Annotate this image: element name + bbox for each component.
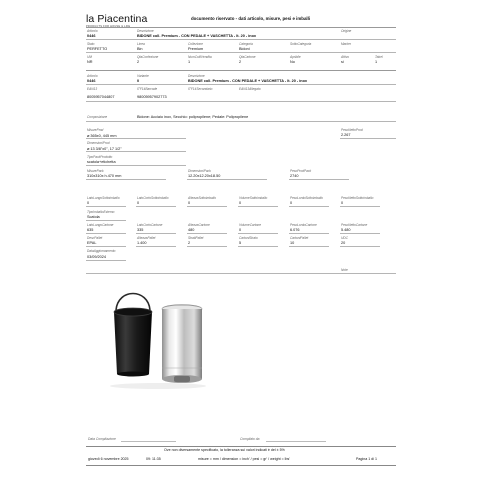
udc-value: 20 [341, 241, 346, 245]
underline [86, 165, 186, 166]
desc-pallet-value: EPAL [87, 241, 97, 245]
peso-netto-prod-label: PesoNettoProd [341, 128, 363, 132]
underline [238, 233, 278, 234]
altezza-pallet-label: AltezzaPallet [137, 236, 156, 240]
strati-pallet-label: StratiPallet [188, 236, 204, 240]
dimensioni-pack-value: 12.20x12.20x18.50 [188, 174, 221, 178]
peso-netto-sotto-value: 0 [341, 201, 344, 205]
data-aggiornamento-value: 03/09/2024 [87, 255, 107, 259]
var-articolo-value: 0446 [87, 79, 96, 83]
cartoni-pallet-value: 10 [290, 241, 295, 245]
lato-lungo-sotto-value: 0 [87, 201, 90, 205]
underline [340, 206, 380, 207]
underline [238, 246, 278, 247]
volume-cartone-label: VolumeCartone [239, 223, 262, 227]
numcolli-value: 1 [188, 60, 191, 64]
lato-corto-cartone-label: LatoCortoCartone [137, 223, 163, 227]
peso-prod-pack-value: 2740 [290, 174, 299, 178]
header-divider [86, 27, 396, 28]
qtacartone-label: QtaCartone [239, 55, 256, 59]
peso-lordo-sotto-value: 0 [290, 201, 293, 205]
variante-label: Variante [137, 74, 149, 78]
qtaconfezione-value: 2 [137, 60, 140, 64]
row-divider [86, 84, 396, 85]
peso-netto-cartone-label: PesoNettoCartone [341, 223, 368, 227]
row-divider [86, 52, 396, 53]
underline [136, 206, 176, 207]
composizione-value: Bidone: Acciaio inox, Secchio: polipropilene; Pedale: Polipropilene [137, 115, 249, 119]
itf-secondario-label: ITF14Secondario [188, 87, 213, 91]
origine-label: Origine [341, 29, 352, 33]
altezza-cartone-value: 480 [188, 228, 195, 232]
row-divider [86, 101, 396, 102]
compilato-da-line [266, 441, 326, 442]
underline [289, 179, 349, 180]
altezza-pallet-value: 1.400 [137, 241, 147, 245]
underline [340, 246, 380, 247]
collezione-value: Premium [188, 47, 204, 51]
altezza-sotto-value: 0 [188, 201, 191, 205]
descrizione-label: Descrizione [137, 29, 154, 33]
strati-pallet-value: 2 [188, 241, 191, 245]
brand-tagline: PRODUCTS FOR HOUSE & LIFE [86, 25, 131, 28]
misure-prod-value: ⌀ 365x0, 445 mm [87, 134, 117, 138]
itf-label: ITF14Barcode [137, 87, 158, 91]
categoria-value: Bidoni [239, 47, 250, 51]
lato-corto-sotto-label: LatoCortoSottoimballo [137, 196, 169, 200]
data-compilazione-label: Data Compilazione [88, 437, 116, 441]
dimensioni-prod-label: DimensioniProd [87, 141, 110, 145]
desc-pallet-label: DescPallet [87, 236, 103, 240]
tipo-pack-label: TipoPackProdotto [87, 155, 113, 159]
um-value: NR [87, 60, 93, 64]
underline [289, 246, 329, 247]
note-divider [86, 273, 396, 274]
stato-value: PERFETTO [87, 47, 108, 51]
numcolli-label: NumColliVendita [188, 55, 212, 59]
note-label: Note [341, 268, 348, 272]
print-time: 09: 11:35 [146, 457, 161, 461]
volume-sotto-label: VolumeSottoimballo [239, 196, 268, 200]
linea-value: Bin [137, 47, 143, 51]
compilato-da-label: Compilato da [240, 437, 260, 441]
units-legend: misure = mm / dimension = inch' / pesi = gr' / weight = lbs' [198, 457, 290, 461]
dimensioni-pack-label: DimensioniPack [188, 169, 211, 173]
peso-netto-cartone-value: 5.480 [341, 228, 351, 232]
apribile-value: No [290, 60, 295, 64]
cartoni-pallet-label: CartoniPallet [290, 236, 309, 240]
var-descrizione-label: Descrizione [188, 74, 205, 78]
underline [86, 260, 126, 261]
product-image [108, 282, 248, 394]
misure-pack-value: 310x310x h.470 mm [87, 174, 122, 178]
lato-lungo-cartone-value: 635 [87, 228, 94, 232]
articolo-label: Articolo [87, 29, 98, 33]
peso-lordo-sotto-label: PesoLordoSottoimballo [290, 196, 323, 200]
qtacartone-value: 2 [239, 60, 242, 64]
cartoni-strato-value: 5 [239, 241, 242, 245]
underline [340, 233, 380, 234]
section-divider [86, 70, 396, 71]
underline [187, 179, 267, 180]
apribile-label: Apribile [290, 55, 301, 59]
volume-cartone-value: 0 [239, 228, 242, 232]
altezza-sotto-label: AltezzaSottoimballo [188, 196, 216, 200]
categoria-label: Categoria [239, 42, 253, 46]
brand-logo [86, 13, 147, 28]
underline [187, 246, 227, 247]
dimensioni-prod-value: ⌀ 13 3/8"x0", 17 1/2" [87, 147, 122, 151]
peso-lordo-cartone-label: PesoLordoCartone [290, 223, 317, 227]
attivo-value: si [341, 60, 344, 64]
composizione-label: Composizione [87, 115, 108, 119]
underline [86, 206, 126, 207]
black-bucket [114, 294, 152, 377]
ean-label: EAN13 [87, 87, 98, 91]
row-divider [86, 39, 396, 40]
variante-value: 0 [137, 79, 140, 83]
ean-value: 8005957044807 [87, 95, 115, 99]
tipo-imballo-value: Scatola [87, 215, 100, 219]
attivo-label: Attivo [341, 55, 349, 59]
misure-prod-label: MisureProd [87, 128, 104, 132]
tipo-imballo-label: TipoImballoEsterno [87, 210, 115, 214]
misure-pack-label: MisurePack [87, 169, 104, 173]
um-label: UM [87, 55, 92, 59]
underline [136, 246, 176, 247]
ean-allegato-label: EAN13Allegato [239, 87, 261, 91]
lato-lungo-cartone-label: LatoLungoCartone [87, 223, 114, 227]
peso-lordo-cartone-value: 6.076 [290, 228, 300, 232]
data-compilazione-line [121, 441, 176, 442]
brand-name: la Piacentina [86, 13, 148, 25]
steel-bin [162, 305, 202, 384]
peso-netto-sotto-label: PesoNettoSottoimballo [341, 196, 374, 200]
altezza-cartone-label: AltezzaCartone [188, 223, 210, 227]
page-number: Pagina 1 di 1 [356, 457, 377, 461]
underline [289, 233, 329, 234]
tabel-value: 1 [375, 60, 378, 64]
stato-label: Stato [87, 42, 95, 46]
lato-corto-sotto-value: 0 [137, 201, 140, 205]
sottocategoria-label: SottoCategoria [290, 42, 312, 46]
tabel-label: Tabel [375, 55, 383, 59]
underline [289, 206, 329, 207]
articolo-value: 0446 [87, 34, 96, 38]
tolerance-note: Ove non diversamente specificato, la tolleranza sui valori indicati è del ± 5% [164, 448, 285, 452]
udc-label: UDC [341, 236, 348, 240]
underline [86, 220, 126, 221]
underline [187, 206, 227, 207]
lato-lungo-sotto-label: LatoLungoSottoimballo [87, 196, 120, 200]
underline [340, 138, 396, 139]
itf-value: 98005957902773 [137, 95, 167, 99]
peso-netto-prod-value: 2.267 [341, 133, 351, 137]
data-aggiornamento-label: DataAggiornamento [87, 249, 116, 253]
tipo-pack-value: scatola+etichetta [87, 160, 116, 164]
descrizione-value: BIDONE coll. Premium - CON PEDALE + VASCHETTA - lt. 20 - inox [137, 34, 257, 38]
underline [187, 233, 227, 234]
underline [86, 179, 166, 180]
underline [238, 206, 278, 207]
underline [86, 246, 126, 247]
var-articolo-label: Articolo [87, 74, 98, 78]
underline [86, 138, 186, 139]
lato-corto-cartone-value: 335 [137, 228, 144, 232]
cartoni-strato-label: CartoniStrato [239, 236, 258, 240]
volume-sotto-value: 0 [239, 201, 242, 205]
document-title: documento riservato - dati articolo, misure, pesi e imballi [191, 16, 311, 21]
var-descrizione-value: BIDONE coll. Premium - CON PEDALE + VASCHETTA - lt. 20 - inox [188, 79, 308, 83]
print-date: giovedì 6 novembre 2025 [88, 457, 129, 461]
peso-prod-pack-label: PesoProdPack [290, 169, 312, 173]
collezione-label: Collezione [188, 42, 203, 46]
underline [86, 233, 126, 234]
row-divider [86, 121, 396, 122]
underline [136, 233, 176, 234]
marker-label: Marker [341, 42, 351, 46]
linea-label: Linea [137, 42, 145, 46]
underline [86, 151, 186, 152]
qtaconfezione-label: QtaConfezione [137, 55, 159, 59]
